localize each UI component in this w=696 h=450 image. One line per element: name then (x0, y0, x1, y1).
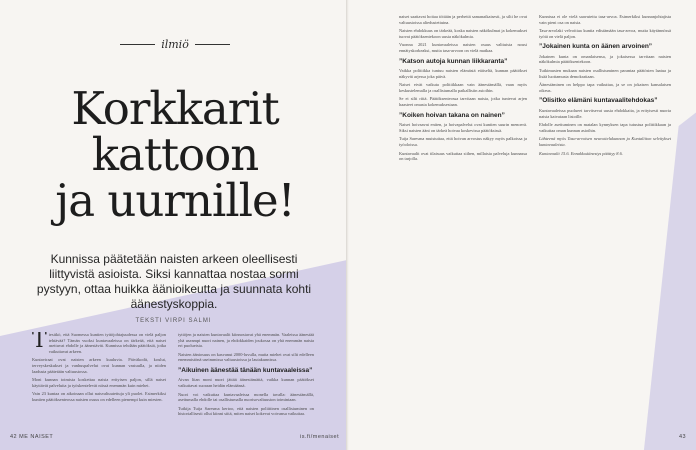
body-paragraph: Se ei silti riitä. Päätöksenteossa tarvitaan naisia, jotka tuntevat arjen haasteet omasta kokemuksestaan. (399, 96, 527, 108)
body-paragraph: Kunnissa ei ole vielä saavutettu tasa-arvoa. Esimerkiksi kunnanjohtajista vain pieni osa on naisia. (539, 14, 671, 25)
kicker-rule-right (195, 44, 230, 45)
body-paragraph: Naisten ehdokkuus on tärkeää, koska naisten näkökulmat ja kokemukset tuovat päätöksentekoon uusia näkökulmia. (399, 28, 527, 39)
subheading: ”Katson autoja kunnan liikkaranta” (399, 57, 508, 65)
dropcap: T (32, 332, 47, 353)
left-column-2 (178, 332, 314, 428)
byline: TEKSTI VIRPI SALMI (135, 318, 212, 324)
body-paragraph: Nuori voi vaikuttaa kuntavaaleissa monella tavalla: äänestämällä, asettumalla ehdolle tai osallistumalla nuorisovaltuuston toimintaan. (178, 391, 314, 403)
fact-box: Lähteenä myös Tasa-arvoisen neuvottelukunnan ja Kuntaliiton selvitykset kuntavaaleista. (539, 136, 671, 147)
site-url: is.fi/menaiset (300, 434, 340, 440)
body-paragraph: Naisten ääniosuus on kasvanut 2000-luvulla, mutta miehet ovat silti edelleen enemmistönä useimmissa valtuustoissa ja lautakunnissa. (178, 351, 314, 363)
body-paragraph: Tuija Saresma muistuttaa, että hoivan arvostus näkyy myös palkoissa ja työoloissa. (399, 136, 527, 147)
body-paragraph: Moni kunnan toimista koskettaa naisia erityisen paljon, sillä naiset käyttävät palveluita ja työskentelevät niissä enemmän kuin miehet. (32, 377, 166, 388)
subheading: ”Olisitko elämäni kuntavaalitehdokas” (539, 97, 658, 105)
body-paragraph: Tutkimusten mukaan naisten osallistuminen parantaa päätösten laatua ja lisää luottamusta demokratiaan. (539, 68, 671, 79)
body-paragraph: Jokainen kunta on omanlaisensa, ja jokaisessa tarvitaan naisten näkökulmia päätöksentekoon. (539, 53, 671, 65)
body-paragraph: Vain 23 kuntaa on aikoinaan ollut naisvaltuutettuja yli puolet. Esimerkiksi kuntien päätöksenteossa naisten osuus on edelleen pienempi kuin miesten. (32, 391, 166, 402)
subheading: ”Jokainen kunta on äänen arvoinen” (539, 43, 653, 51)
body-paragraph: Tutkija Tuija Saresma kertoo, että naisten poliittinen osallistuminen on historiallisesti ollut kiinni siitä, miten naiset kokevat voivansa vaikuttaa. (178, 405, 314, 417)
right-column-1 (399, 14, 527, 428)
body-paragraph: Naiset hoivaavat eniten, ja hoivapalvelut ovat kuntien suurin menoerä. Siksi naisten ääni on tärkeä hoivaa koskevissa päätöksissä. (399, 122, 527, 133)
kicker-word: ilmiö (161, 38, 189, 51)
kicker-rule-left (120, 44, 155, 45)
body-paragraph: Äänestäminen on helppo tapa vaikuttaa, ja se on jokaisen kansalaisen oikeus. (539, 82, 671, 93)
right-folio: 43 (679, 434, 687, 440)
headline-line-1: Korkkarit (71, 82, 279, 136)
body-paragraph: Kuntavaaleissa puolueet tarvitsevat uusia ehdokkaita, ja erityisesti nuoria naisia kaivataan listoille. (539, 107, 671, 119)
body-paragraph: iesitkö, että Suomessa kuntien tyttöjohtajuudessa on vielä paljon tehtävää? Tämän vuoksi kuntavaaleissa on tärkeää, että naiset asettuvat ehdolle ja äänestävät. Kunnissa tehdään päätöksiä, jotka vaikuttavat arkeen. (48, 332, 166, 354)
left-folio: 42 ME NAISET (10, 434, 54, 440)
left-column-1 (32, 332, 166, 428)
source-note: Kuntavaalit 15.6. Ennakkoäänestys päättyy 8.6. (539, 150, 623, 156)
section-kicker (120, 38, 230, 51)
left-page (0, 0, 347, 450)
body-paragraph: Vaikka politiikka tuntuu naisten elämästä etäiseltä, kunnan päätökset näkyvät arjessa joka päivä. (399, 68, 527, 79)
ingress: Kunnissa päätetään naisten arkeen oleellisesti liittyvistä asioista. Siksi kannattaa nostaa sormi pystyyn, ottaa huikka äänioikeutta ja suunnata kohti äänestyskoppia. (36, 252, 312, 311)
body-paragraph: naiset saattavat hoitaa töitään ja perhettä samanaikaisesti, ja silti he ovat valtuustoissa aliedustettuina. (399, 14, 527, 25)
subheading: ”Koiken hoivan takana on nainen” (399, 111, 505, 119)
subheading: ”Aikuinen äänestää tänään kuntavaaleissa” (178, 366, 313, 374)
body-paragraph: Vuonna 2021 kuntavaaleissa naisten osuus valituista nousi ennätyskorkeaksi, mutta tasa-arvoon on vielä matkaa. (399, 42, 527, 53)
body-paragraph: tyttöjen ja naisten kuntavaalit kiinnostavat yhä enemmän. Vaaleissa äänestää yhä useampi nuori nainen, ja ehdokkaiden joukossa on yhä enemmän naisia eri puolueista. (178, 332, 314, 349)
body-paragraph: Kuntaviraat ovat naisten arkeen kuuluvia. Päiväkodit, koulut, terveyskeskukset ja vanhuspalvelut ovat kunnan vastuulla, ja niiden laadusta päätetään valtuustossa. (32, 357, 166, 374)
headline-line-2: kattoon (91, 128, 259, 182)
right-page (349, 0, 696, 450)
body-paragraph: Aivan liian moni nuori jättää äänestämättä, vaikka kunnan päätökset vaikuttavat suoraan heidän elämäänsä. (178, 377, 314, 389)
body-paragraph: Kuntavaalit ovat tilaisuus vaikuttaa siihen, millaisia palveluja kunnassa on tarjolla. (399, 150, 527, 162)
body-paragraph: Ehdolle asettuminen on matalan kynnyksen tapa tutustua politiikkaan ja vaikuttaa oman kunnan asioihin. (539, 122, 671, 133)
body-paragraph: Naiset eivät vaikuta politiikkaan vain äänestämällä, vaan myös keskustelemalla ja osallistumalla paikallisiin asioihin. (399, 82, 527, 93)
headline (40, 82, 310, 228)
headline-line-3: ja uurnille! (55, 174, 295, 228)
body-paragraph: Tasa-arvolaki velvoittaa kuntia edistämään tasa-arvoa, mutta käytännössä työtä on vielä paljon. (539, 28, 671, 39)
right-column-2 (539, 14, 671, 428)
